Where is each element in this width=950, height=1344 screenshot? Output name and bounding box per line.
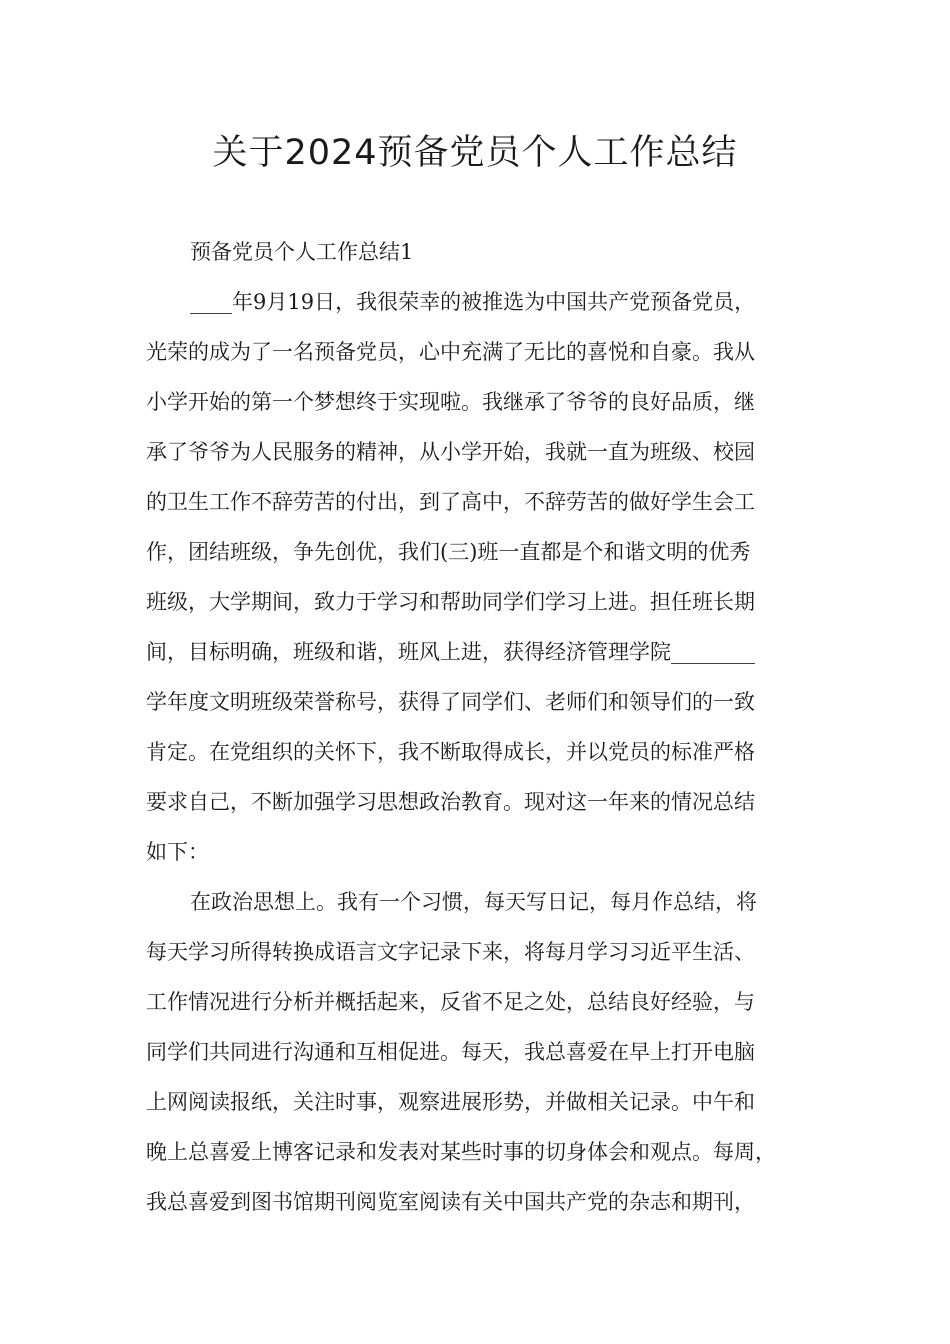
body-line: 同学们共同进行沟通和互相促进。每天，我总喜爱在早上打开电脑 [146, 1040, 755, 1064]
body-line: 间，目标明确，班级和谐，班风上进，获得经济管理学院________ [146, 640, 755, 664]
body-line: 学年度文明班级荣誉称号，获得了同学们、老师们和领导们的一致 [146, 690, 755, 714]
body-line: 上网阅读报纸，关注时事，观察进展形势，并做相关记录。中午和 [146, 1090, 755, 1114]
body-line: 如下： [146, 840, 209, 864]
document-title: 关于2024预备党员个人工作总结 [212, 133, 738, 173]
body-line: 小学开始的第一个梦想终于实现啦。我继承了爷爷的良好品质，继 [146, 390, 755, 414]
body-line: 班级，大学期间，致力于学习和帮助同学们学习上进。担任班长期 [146, 590, 755, 614]
body-line: 作，团结班级，争先创优，我们(三)班一直都是个和谐文明的优秀 [146, 540, 751, 564]
body-line: 我总喜爱到图书馆期刊阅览室阅读有关中国共产党的杂志和期刊， [146, 1190, 755, 1214]
section-heading: 预备党员个人工作总结1 [190, 240, 414, 264]
body-line: 晚上总喜爱上博客记录和发表对某些时事的切身体会和观点。每周， [146, 1140, 776, 1164]
body-line: 要求自己，不断加强学习思想政治教育。现对这一年来的情况总结 [146, 790, 755, 814]
body-line: 的卫生工作不辞劳苦的付出，到了高中，不辞劳苦的做好学生会工 [146, 490, 755, 514]
body-line: 承了爷爷为人民服务的精神，从小学开始，我就一直为班级、校园 [146, 440, 755, 464]
body-line: 每天学习所得转换成语言文字记录下来，将每月学习习近平生活、 [146, 940, 755, 964]
body-line: 肯定。在党组织的关怀下，我不断取得成长，并以党员的标准严格 [146, 740, 755, 764]
body-line: 工作情况进行分析并概括起来，反省不足之处，总结良好经验，与 [146, 990, 755, 1014]
body-line: ____年9月19日，我很荣幸的被推选为中国共产党预备党员， [190, 290, 756, 314]
body-line: 光荣的成为了一名预备党员，心中充满了无比的喜悦和自豪。我从 [146, 340, 755, 364]
body-line: 在政治思想上。我有一个习惯，每天写日记，每月作总结，将 [190, 890, 757, 914]
